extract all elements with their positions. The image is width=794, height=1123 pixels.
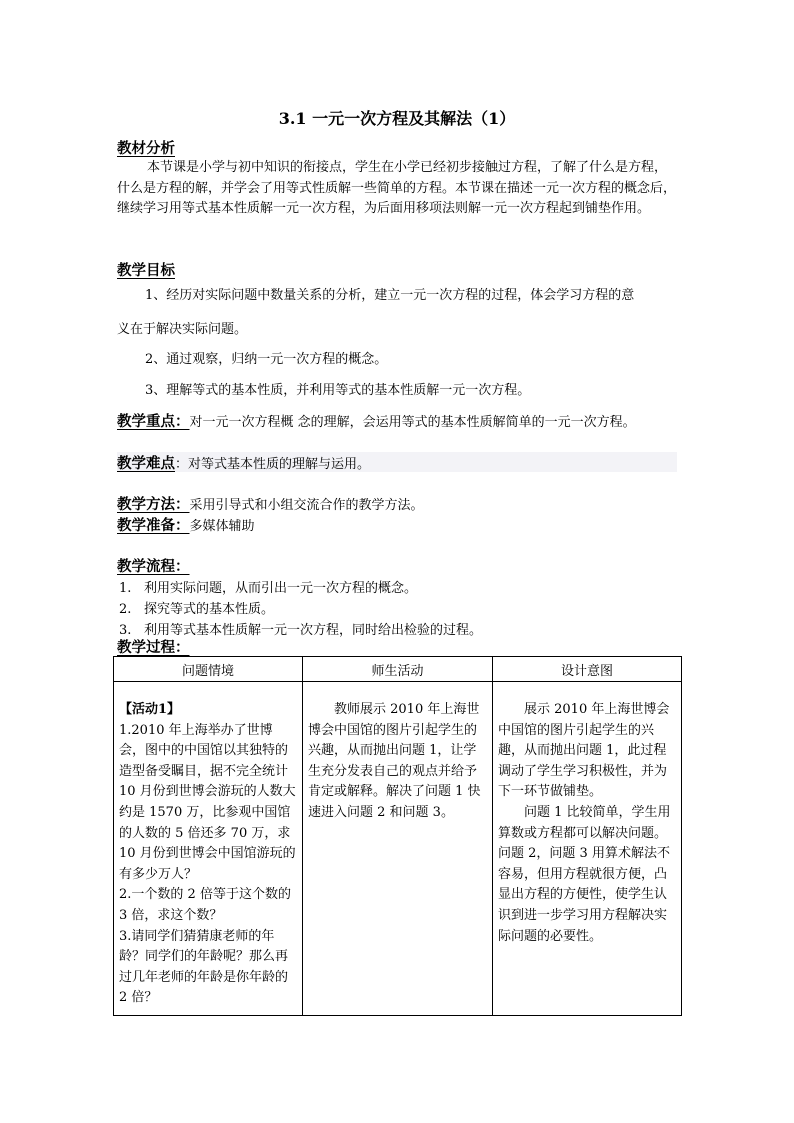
flow-item: 1. 利用实际问题，从而引出一元一次方程的概念。	[119, 581, 418, 596]
prep-label: 教学准备：	[117, 517, 190, 534]
goal-item-1b: 义在于解决实际问题。	[117, 322, 248, 337]
activity-text: 教师展示 2010 年上海世博会中国馆的图片引起学生的兴趣，从而抛出问题 1，让学生充分发表自己的观点并给予肯定或解释。解决了问题 1 快速进入问题 2 和问题 3。	[308, 702, 481, 820]
analysis-heading: 教材分析	[117, 140, 175, 157]
table-row	[114, 682, 682, 1016]
preparation	[117, 514, 255, 535]
flow-heading: 教学流程：	[117, 558, 190, 575]
scenario-question-3: 3.请同学们猜猜康老师的年龄？同学们的年龄呢？那么再过几年老师的年龄是你年龄的 2 倍？	[119, 928, 289, 1006]
intent-cell	[493, 682, 682, 1016]
column-header: 设计意图	[493, 657, 682, 682]
difficulty	[117, 452, 677, 472]
key-point	[117, 410, 636, 431]
flow-item: 3. 利用等式基本性质解一元一次方程，同时给出检验的过程。	[119, 623, 483, 638]
document-title: 3.1 一元一次方程及其解法（1）	[278, 109, 516, 128]
scenario-question-1: 1.2010 年上海举办了世博会，图中的中国馆以其独特的造型备受瞩目，据不完全统计 10 月份到世博会游玩的人数大约是 1570 万，比参观中国馆的人数的 5 倍还多 70 万，求 10 月份到世博会中国馆游玩的有多少万人？	[119, 722, 296, 882]
goal-item-2: 2、通过观察，归纳一元一次方程的概念。	[145, 352, 388, 367]
process-heading: 教学过程：	[117, 639, 190, 656]
activity-title: 【活动1】	[119, 702, 181, 717]
analysis-text: 本节课是小学与初中知识的衔接点，学生在小学已经初步接触过方程，了解了什么是方程，什么是方程的解，并学会了用等式性质解一些简单的方程。本节课在描述一元一次方程的概念后，继续学习用等式基本性质解一元一次方程，为后面用移项法则解一元一次方程起到铺垫作用。	[117, 160, 677, 216]
scenario-cell	[114, 682, 303, 1016]
key-point-label: 教学重点：	[117, 413, 190, 430]
intent-paragraph-1: 展示 2010 年上海世博会中国馆的图片引起学生的兴趣，从而抛出问题 1，此过程调动了学生学习积极性，并为下一环节做铺垫。	[498, 702, 670, 800]
goal-item-1a: 1、经历对实际问题中数量关系的分析，建立一元一次方程的过程，体会学习方程的意	[145, 288, 635, 303]
intent-paragraph-2: 问题 1 比较简单，学生用算数或方程都可以解决问题。问题 2，问题 3 用算术解法不容易，但用方程就很方便，凸显出方程的方便性，使学生认识到进一步学习用方程解决实际问题的必要性。	[498, 804, 671, 944]
goal-item-3: 3、理解等式的基本性质，并利用等式的基本性质解一元一次方程。	[145, 383, 531, 398]
method	[117, 493, 424, 514]
key-point-text: 对一元一次方程概 念的理解，会运用等式的基本性质解简单的一元一次方程。	[189, 415, 636, 430]
difficulty-label: 教学难点	[117, 455, 175, 472]
column-header: 问题情境	[114, 657, 303, 682]
goals-heading: 教学目标	[117, 262, 175, 279]
scenario-question-2: 2.一个数的 2 倍等于这个数的 3 倍，求这个数？	[119, 887, 291, 923]
column-header: 师生活动	[303, 657, 493, 682]
method-label: 教学方法：	[117, 496, 190, 513]
table-header-row	[114, 657, 682, 682]
difficulty-text: ：对等式基本性质的理解与运用。	[175, 457, 371, 472]
process-table	[113, 656, 682, 1016]
method-text: 采用引导式和小组交流合作的教学方法。	[189, 498, 424, 513]
flow-item: 2. 探究等式的基本性质。	[119, 602, 275, 617]
activity-cell	[303, 682, 493, 1016]
prep-text: 多媒体辅助	[189, 519, 255, 534]
